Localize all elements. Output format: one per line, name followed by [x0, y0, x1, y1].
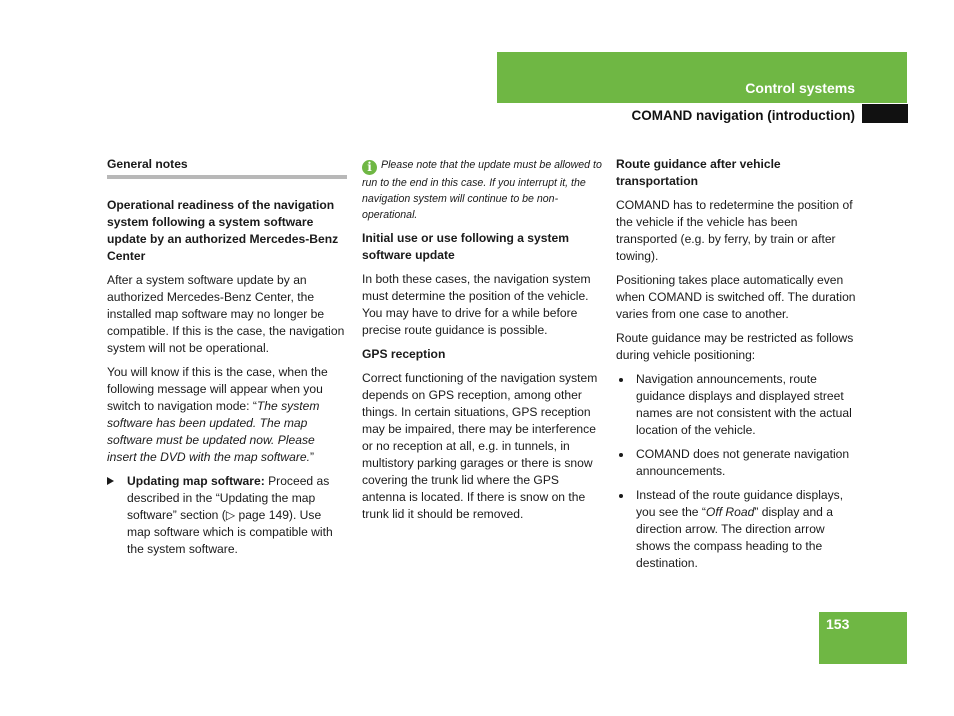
initial-use-heading: Initial use or use following a system software update: [362, 231, 569, 262]
off-road-label: Off Road: [705, 505, 755, 519]
bullet3-end: ” display and a direction arrow. The direction arrow shows the compass heading to the destination.: [636, 505, 833, 570]
list-item: [616, 487, 858, 572]
page-number: 153: [826, 616, 850, 632]
after-update-paragraph: After a system software update by an authorized Mercedes-Benz Center, the installed map software may no longer be compatible. If this is the case, the navigation system will not be operational.: [107, 273, 345, 355]
thumb-tab: [862, 104, 908, 123]
restricted-paragraph: Route guidance may be restricted as follows during vehicle positioning:: [616, 331, 854, 362]
message-paragraph: [107, 364, 347, 466]
bullet3-lead: Instead of the route guidance displays, you see the “: [636, 488, 844, 519]
route-guidance-heading: Route guidance after vehicle transportation: [616, 157, 781, 188]
column-middle: [362, 157, 604, 530]
step-text-1: Proceed as described in the “Updating the map software” section (: [127, 474, 330, 522]
step-arrow-icon: [107, 477, 114, 485]
info-note-text: Please note that the update must be allowed to run to the end in this case. If you interrupt it, the navigation system will continue to be non-operational.: [362, 159, 602, 221]
chapter-title: Control systems: [745, 80, 855, 96]
positioning-paragraph: Positioning takes place automatically even when COMAND is switched off. The duration varies from one case to another.: [616, 273, 856, 321]
list-item: Navigation announcements, route guidance displays and displayed street names are not consistent with the actual location of the vehicle.: [616, 371, 858, 439]
step-label: Updating map software:: [127, 474, 265, 488]
gps-reception-paragraph: Correct functioning of the navigation system depends on GPS reception, among other things. In certain situations, GPS reception may be impaired, there may be interference or no reception at all, e.g. in tunnels, in multistory parking garages or there is snow covering the trunk lid where the GPS antenna is located. If there is snow on the trunk lid it should be removed.: [362, 371, 598, 521]
info-icon: i: [362, 160, 377, 175]
column-left: [107, 156, 347, 565]
operational-readiness-heading: Operational readiness of the navigation system following a system software update by an authorized Mercedes-Benz Center: [107, 198, 339, 263]
updating-map-step: [107, 473, 347, 558]
redetermine-paragraph: COMAND has to redetermine the position of the vehicle if the vehicle has been transported (e.g. by ferry, by train or after towing).: [616, 198, 853, 263]
message-end: ”: [310, 450, 315, 464]
message-lead: You will know if this is the case, when the following message will appear when you switch to navigation mode: “: [107, 365, 328, 413]
initial-use-paragraph: In both these cases, the navigation system must determine the position of the vehicle. You may have to drive for a while before precise route guidance is possible.: [362, 272, 591, 337]
section-subtitle: COMAND navigation (introduction): [631, 108, 855, 123]
restriction-list: [616, 371, 858, 572]
list-item: COMAND does not generate navigation announcements.: [616, 446, 858, 480]
page-ref-triangle-icon: ▷: [225, 508, 236, 522]
system-message-quote: The system software has been updated. The map software must be updated now. Please insert the DVD with the map software.: [107, 399, 320, 464]
column-right: [616, 156, 858, 579]
general-notes-title: General notes: [107, 156, 347, 179]
gps-reception-heading: GPS reception: [362, 347, 446, 361]
step-text-2: page 149). Use map software which is compatible with the system software.: [127, 508, 333, 556]
info-note: [362, 157, 604, 223]
